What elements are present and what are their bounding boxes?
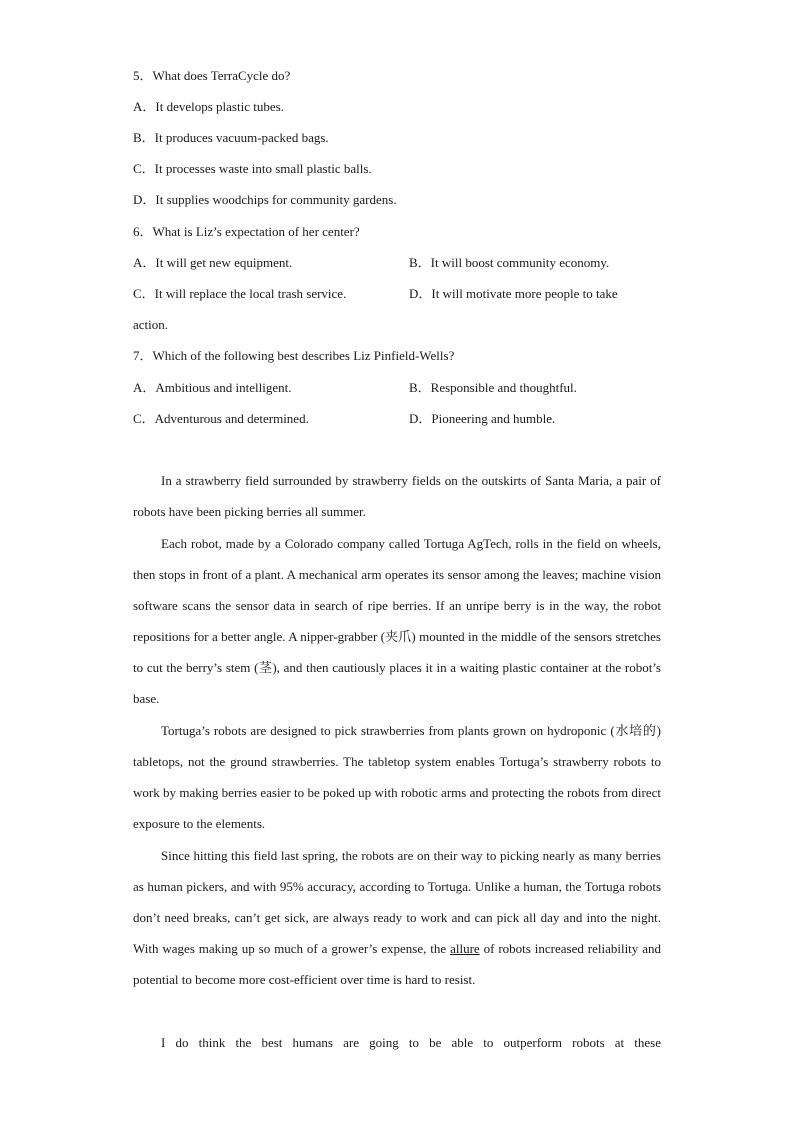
- question-6-option-c: C．It will replace the local trash service.: [133, 286, 347, 301]
- question-5-option-c: C．It processes waste into small plastic balls.: [133, 161, 372, 176]
- question-6-option-b: B．It will boost community economy.: [409, 255, 610, 270]
- question-7-option-d: D．Pioneering and humble.: [409, 411, 556, 426]
- question-7-option-c: C．Adventurous and determined.: [133, 411, 309, 426]
- underlined-word-allure: allure: [450, 941, 480, 957]
- question-5-option-d: D．It supplies woodchips for community gardens.: [133, 192, 397, 207]
- paragraph-4-text-start: Since hitting this field last spring, the robots are on their way to picking nearly as many berries as human pickers, and with 95% accuracy, according to Tortuga. Unlike a human, the Tortuga robots don’t need breaks, can’t get sick, are always ready to work and can pick all day and into the night. With wages making up so much of a grower’s expense, the: [133, 848, 661, 957]
- question-7-stem: 7．Which of the following best describes Liz Pinfield-Wells?: [133, 348, 455, 363]
- passage-paragraph-4: [133, 840, 661, 995]
- question-6-option-a: A．It will get new equipment.: [133, 255, 293, 270]
- passage-paragraph-5: I do think the best humans are going to be able to outperform robots at these: [161, 1035, 661, 1050]
- question-6-stem: 6．What is Liz’s expectation of her center?: [133, 224, 360, 239]
- paragraph-4-text-end: of robots increased reliability and potential to become more cost-efficient over time is hard to resist.: [133, 941, 661, 988]
- passage-paragraph-3: Tortuga’s robots are designed to pick strawberries from plants grown on hydroponic (水培的) tabletops, not the ground strawberries. The tabletop system enables Tortuga’s strawberry robots to work by making berries easier to be poked up with robotic arms and protecting the robots from direct exposure to the elements.: [133, 723, 661, 832]
- question-5-option-b: B．It produces vacuum-packed bags.: [133, 130, 329, 145]
- question-6-option-d: D．It will motivate more people to take: [409, 286, 618, 301]
- question-5-option-a: A．It develops plastic tubes.: [133, 99, 284, 114]
- question-6-option-d-continued: action.: [133, 317, 169, 332]
- question-7-option-b: B．Responsible and thoughtful.: [409, 380, 577, 395]
- question-5-stem: 5．What does TerraCycle do?: [133, 68, 291, 83]
- passage-paragraph-2: Each robot, made by a Colorado company called Tortuga AgTech, rolls in the field on wheels, then stops in front of a plant. A mechanical arm operates its sensor among the leaves; machine vision software scans the sensor data in search of ripe berries. If an unripe berry is in the way, the robot repositions for a better angle. A nipper-grabber (夹爪) mounted in the middle of the sensors stretches to cut the berry’s stem (茎), and then cautiously places it in a waiting plastic container at the robot’s base.: [133, 536, 661, 707]
- passage-paragraph-1: In a strawberry field surrounded by strawberry fields on the outskirts of Santa Maria, a pair of robots have been picking berries all summer.: [133, 473, 661, 520]
- question-7-option-a: A．Ambitious and intelligent.: [133, 380, 292, 395]
